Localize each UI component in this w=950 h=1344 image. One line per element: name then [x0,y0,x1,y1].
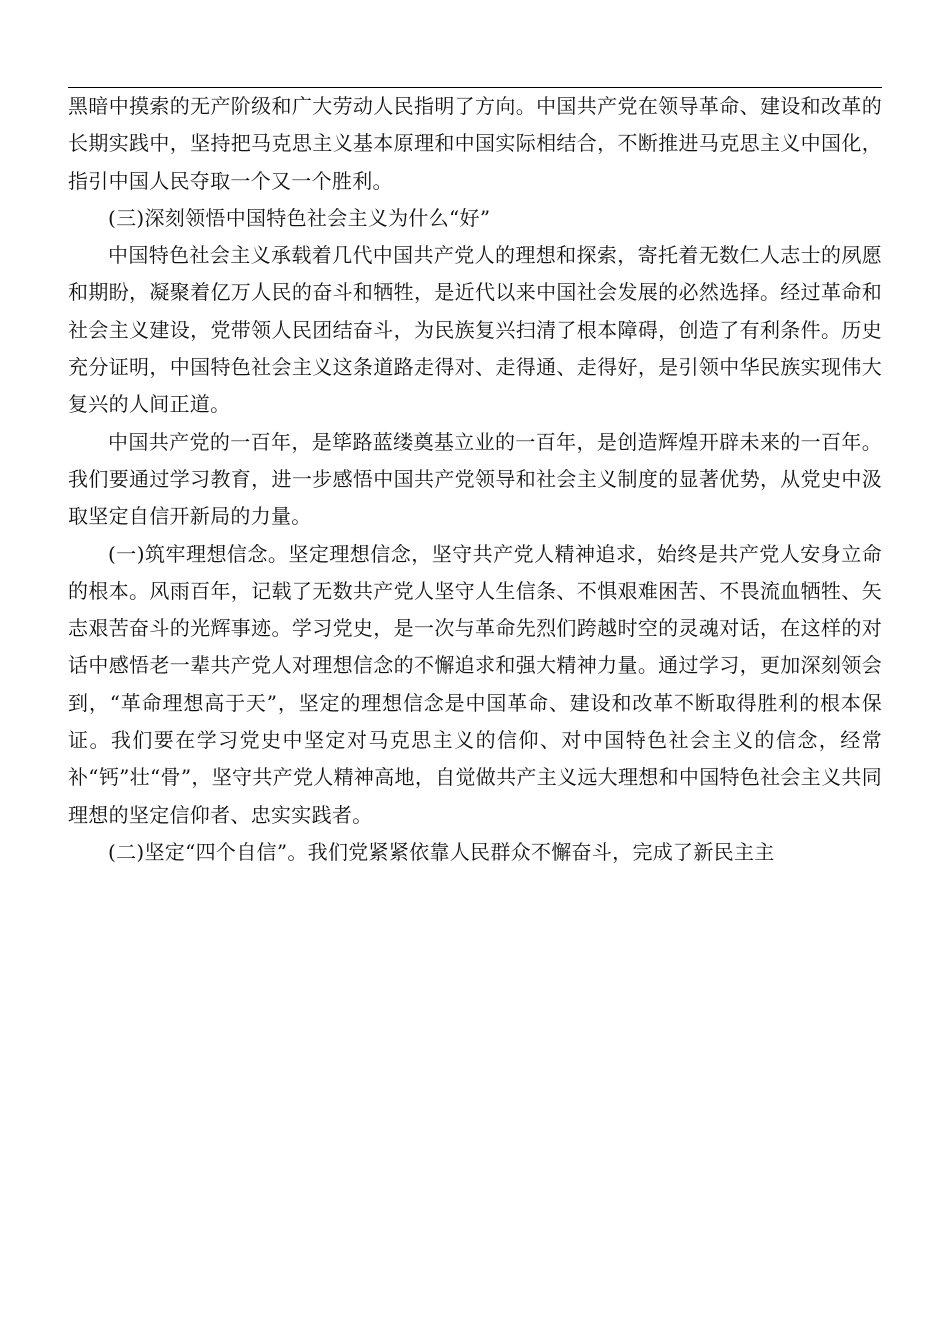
paragraph: 中国共产党的一百年，是筚路蓝缕奠基立业的一百年，是创造辉煌开辟未来的一百年。我们要通过学习教育，进一步感悟中国共产党领导和社会主义制度的显著优势，从党史中汲取坚定自信开新局的力量。 [68,429,882,529]
document-body [68,88,882,871]
section-heading-3: (三)深刻领悟中国特色社会主义为什么“好” [108,205,491,230]
paragraph: 中国特色社会主义承载着几代中国共产党人的理想和探索，寄托着无数仁人志士的夙愿和期盼，凝聚着亿万人民的奋斗和牺牲，是近代以来中国社会发展的必然选择。经过革命和社会主义建设，党带领人民团结奋斗，为民族复兴扫清了根本障碍，创造了有利条件。历史充分证明，中国特色社会主义这条道路走得对、走得通、走得好，是引领中华民族实现伟大复兴的人间正道。 [68,243,882,417]
paragraph-subsection-2: (二)坚定“四个自信”。我们党紧紧依靠人民群众不懈奋斗，完成了新民主主 [108,839,775,864]
paragraph-subsection-1: (一)筑牢理想信念。坚定理想信念，坚守共产党人精神追求，始终是共产党人安身立命的根本。风雨百年，记载了无数共产党人坚守人生信条、不惧艰难困苦、不畏流血牺牲、矢志艰苦奋斗的光辉事迹。学习党史，是一次与革命先烈们跨越时空的灵魂对话，在这样的对话中感悟老一辈共产党人对理想信念的不懈追求和强大精神力量。通过学习，更加深刻领会到，“革命理想高于天”，坚定的理想信念是中国革命、建设和改革不断取得胜利的根本保证。我们要在学习党史中坚定对马克思主义的信仰、对中国特色社会主义的信念，经常补“钙”壮“骨”，坚守共产党人精神高地，自觉做共产主义远大理想和中国特色社会主义共同理想的坚定信仰者、忠实实践者。 [68,541,882,827]
paragraph-continued: 黑暗中摸索的无产阶级和广大劳动人民指明了方向。中国共产党在领导革命、建设和改革的长期实践中，坚持把马克思主义基本原理和中国实际相结合，不断推进马克思主义中国化，指引中国人民夺取一个又一个胜利。 [68,94,882,193]
